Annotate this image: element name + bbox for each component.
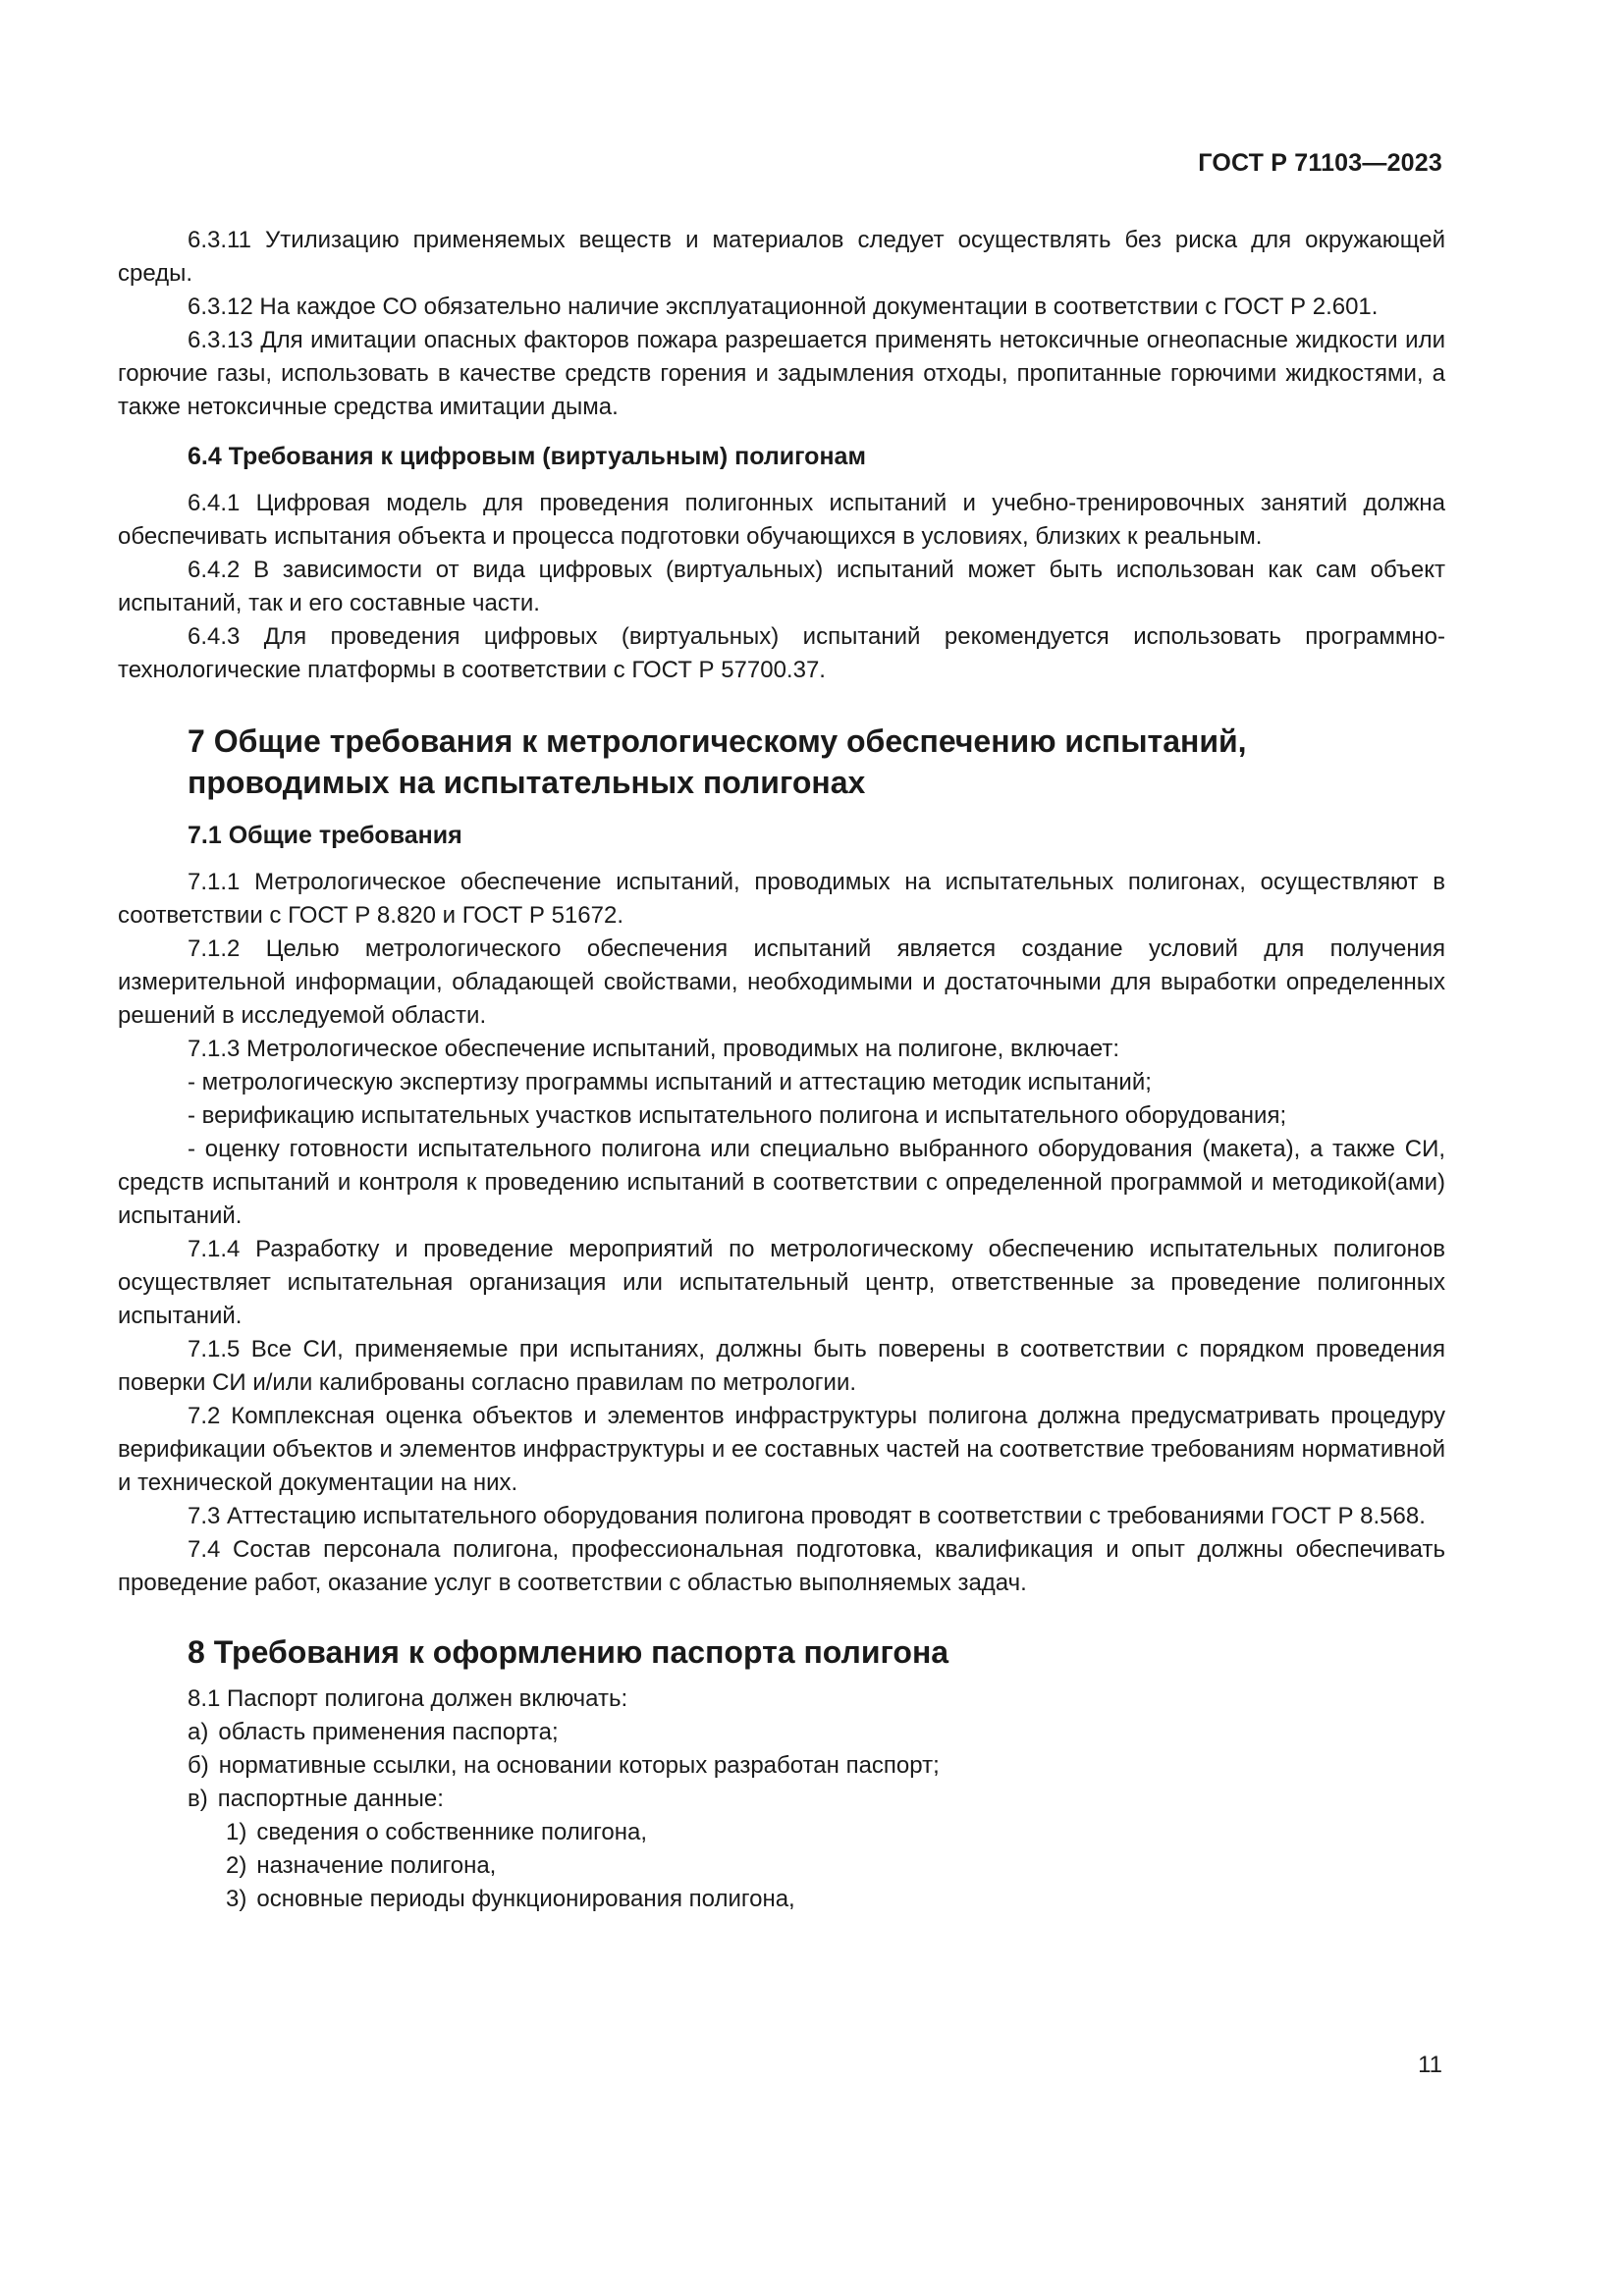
document-id-header: ГОСТ Р 71103—2023 <box>1198 149 1442 177</box>
heading-section-7 <box>188 721 1445 803</box>
list-item-a: а) область применения паспорта; <box>188 1719 559 1745</box>
heading-7-1: 7.1 Общие требования <box>188 822 462 849</box>
list-dash-item-2: - верификацию испытательных участков испытательного полигона и испытательного оборудования; <box>188 1102 1287 1129</box>
heading-6-4: 6.4 Требования к цифровым (виртуальным) полигонам <box>188 443 866 470</box>
sub-list-item-2: 2) назначение полигона, <box>226 1852 497 1879</box>
paragraph-8-1: 8.1 Паспорт полигона должен включать: <box>188 1685 628 1712</box>
paragraph-6-4-3: 6.4.3 Для проведения цифровых (виртуальных) испытаний рекомендуется использовать программно-технологические платформы в соответствии с ГОСТ Р 57700.37. <box>118 623 1445 683</box>
paragraph-6-3-11: 6.3.11 Утилизацию применяемых веществ и материалов следует осуществлять без риска для окружающей среды. <box>118 227 1445 287</box>
page-number: 11 <box>1418 2052 1442 2078</box>
heading-section-8: 8 Требования к оформлению паспорта полигона <box>188 1634 949 1670</box>
paragraph-7-1-3: 7.1.3 Метрологическое обеспечение испытаний, проводимых на полигоне, включает: <box>188 1036 1120 1062</box>
paragraph-7-1-2: 7.1.2 Целью метрологического обеспечения испытаний является создание условий для получения измерительной информации, обладающей свойствами, необходимыми и достаточными для выработки определенных решений в исследуемой области. <box>118 935 1445 1029</box>
paragraph-7-1-1: 7.1.1 Метрологическое обеспечение испытаний, проводимых на испытательных полигонах, осуществляют в соответствии с ГОСТ Р 8.820 и ГОСТ Р 51672. <box>118 869 1445 929</box>
paragraph-7-2: 7.2 Комплексная оценка объектов и элементов инфраструктуры полигона должна предусматривать процедуру верификации объектов и элементов инфраструктуры и ее составных частей на соответствие требованиям нормативной и технической документации на них. <box>118 1403 1445 1496</box>
paragraph-7-3: 7.3 Аттестацию испытательного оборудования полигона проводят в соответствии с требованиями ГОСТ Р 8.568. <box>188 1503 1426 1529</box>
heading-section-7-line-1: 7 Общие требования к метрологическому обеспечению испытаний, <box>188 723 1247 759</box>
paragraph-7-1-5: 7.1.5 Все СИ, применяемые при испытаниях, должны быть поверены в соответствии с порядком проведения поверки СИ и/или калиброваны согласно правилам по метрологии. <box>118 1336 1445 1396</box>
sub-list-item-1: 1) сведения о собственнике полигона, <box>226 1819 648 1845</box>
page-content <box>118 224 1445 1916</box>
list-item-b: б) нормативные ссылки, на основании которых разработан паспорт; <box>188 1752 940 1779</box>
sub-list-item-3: 3) основные периоды функционирования полигона, <box>226 1886 795 1912</box>
paragraph-7-4: 7.4 Состав персонала полигона, профессиональная подготовка, квалификация и опыт должны обеспечивать проведение работ, оказание услуг в соответствии с областью выполняемых задач. <box>118 1536 1445 1596</box>
paragraph-6-3-12: 6.3.12 На каждое СО обязательно наличие эксплуатационной документации в соответствии с ГОСТ Р 2.601. <box>188 294 1379 320</box>
paragraph-6-4-1: 6.4.1 Цифровая модель для проведения полигонных испытаний и учебно-тренировочных занятий должна обеспечивать испытания объекта и процесса подготовки обучающихся в условиях, близких к реальным. <box>118 490 1445 550</box>
paragraph-6-4-2: 6.4.2 В зависимости от вида цифровых (виртуальных) испытаний может быть использован как сам объект испытаний, так и его составные части. <box>118 557 1445 616</box>
heading-section-7-line-2: проводимых на испытательных полигонах <box>188 765 866 800</box>
paragraph-6-3-13: 6.3.13 Для имитации опасных факторов пожара разрешается применять нетоксичные огнеопасные жидкости или горючие газы, использовать в качестве средств горения и задымления отходы, пропитанные горючими жидкостями, а также нетоксичные средства имитации дыма. <box>118 327 1445 420</box>
list-item-v: в) паспортные данные: <box>188 1786 444 1812</box>
list-dash-item-1: - метрологическую экспертизу программы испытаний и аттестацию методик испытаний; <box>188 1069 1152 1095</box>
list-dash-item-3: - оценку готовности испытательного полигона или специально выбранного оборудования (макета), а также СИ, средств испытаний и контроля к проведению испытаний в соответствии с определенной программой и методикой(ами) испытаний. <box>118 1136 1445 1229</box>
paragraph-7-1-4: 7.1.4 Разработку и проведение мероприятий по метрологическому обеспечению испытательных полигонов осуществляет испытательная организация или испытательный центр, ответственные за проведение полигонных испытаний. <box>118 1236 1445 1329</box>
